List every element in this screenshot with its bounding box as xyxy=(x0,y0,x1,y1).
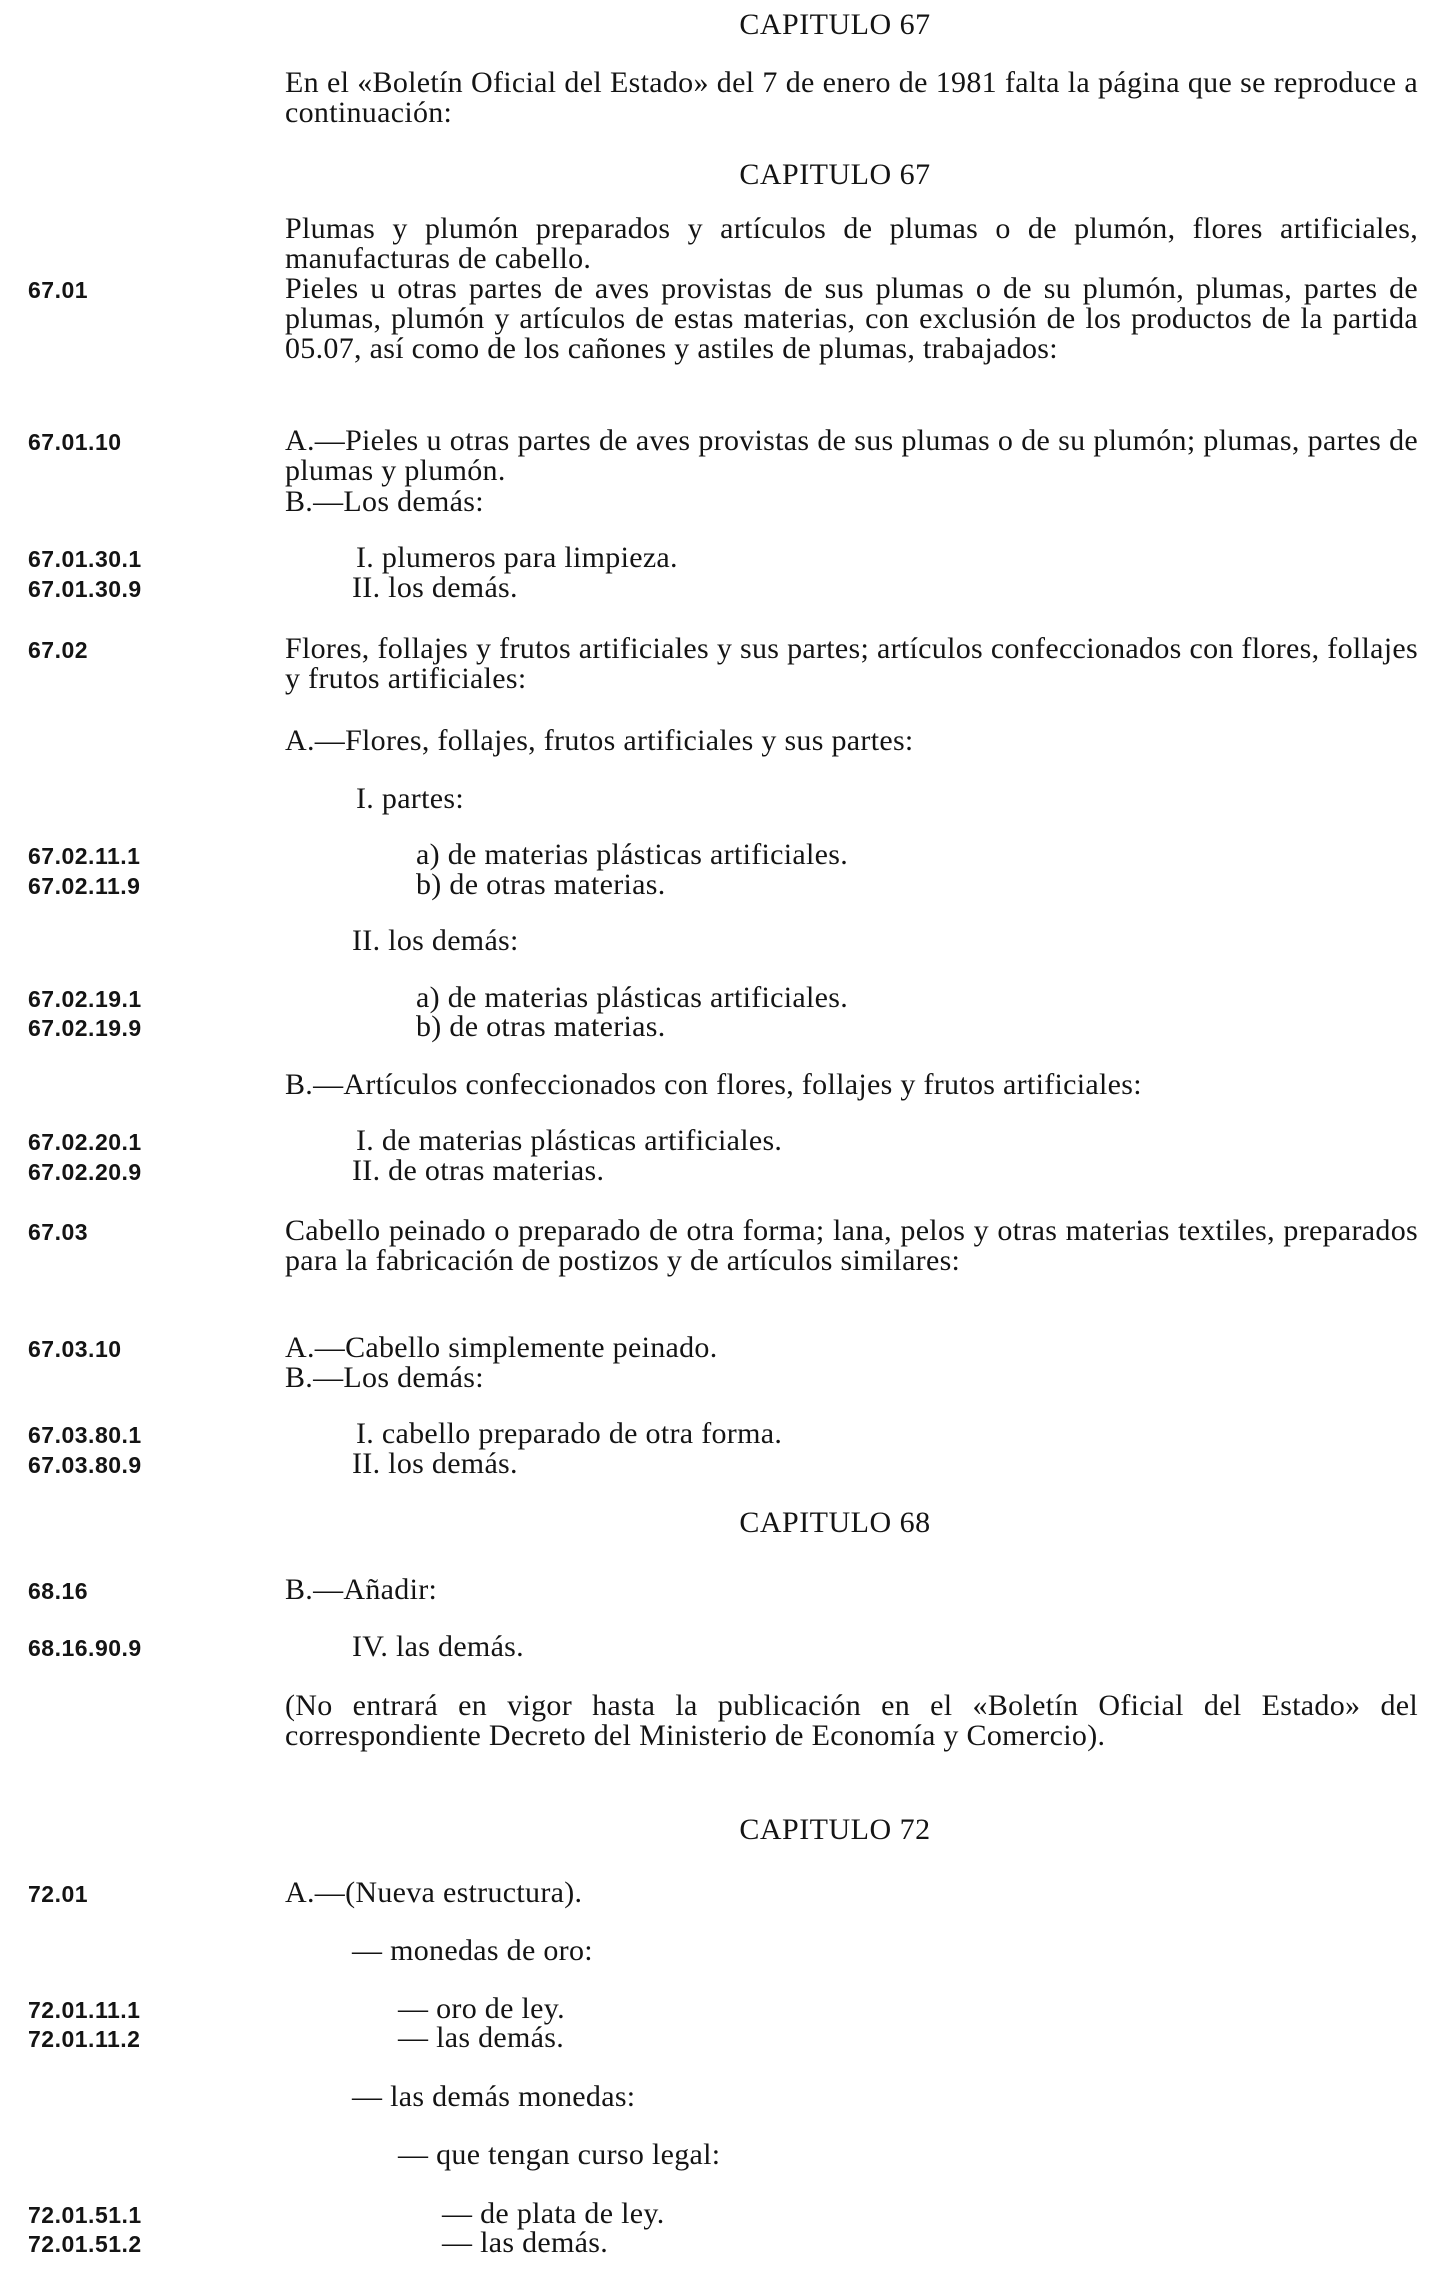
tariff-code: 67.03.80.9 xyxy=(28,1452,142,1478)
chapter-heading: CAPITULO 67 xyxy=(739,158,931,191)
tariff-description: — monedas de oro: xyxy=(352,1934,593,1967)
tariff-description: A.—Pieles u otras partes de aves provistas de sus plumas o de su plumón; plumas, partes de plumas y plumón. xyxy=(285,424,1418,487)
tariff-description: — las demás. xyxy=(398,2021,565,2054)
tariff-description: A.—Flores, follajes, frutos artificiales y sus partes: xyxy=(285,724,914,757)
tariff-code: 67.02.20.1 xyxy=(28,1129,142,1155)
tariff-description: b) de otras materias. xyxy=(416,1010,666,1043)
chapter-description: Plumas y plumón preparados y artículos de plumas o de plumón, flores artificiales, manufacturas de cabello. xyxy=(285,212,1418,275)
intro-paragraph: En el «Boletín Oficial del Estado» del 7 de enero de 1981 falta la página que se reproduce a continuación: xyxy=(285,66,1418,129)
tariff-code: 67.03 xyxy=(28,1219,89,1245)
tariff-code: 67.03.10 xyxy=(28,1336,122,1362)
tariff-description: I. plumeros para limpieza. xyxy=(356,541,678,574)
chapter-heading: CAPITULO 67 xyxy=(739,8,931,41)
tariff-description: — las demás monedas: xyxy=(352,2080,636,2113)
tariff-description: IV. las demás. xyxy=(352,1630,524,1663)
chapter-heading: CAPITULO 72 xyxy=(739,1813,931,1846)
tariff-description: B.—Añadir: xyxy=(285,1573,438,1606)
tariff-code: 67.02 xyxy=(28,637,89,663)
tariff-description: — de plata de ley. xyxy=(442,2197,665,2230)
tariff-code: 68.16.90.9 xyxy=(28,1635,142,1661)
tariff-code: 67.02.11.9 xyxy=(28,873,141,899)
tariff-code: 72.01.51.2 xyxy=(28,2231,142,2257)
tariff-code: 67.02.19.9 xyxy=(28,1015,142,1041)
tariff-code: 72.01.11.2 xyxy=(28,2026,141,2052)
tariff-description: I. cabello preparado de otra forma. xyxy=(356,1417,783,1450)
tariff-code: 67.02.19.1 xyxy=(28,986,142,1012)
tariff-description: II. de otras materias. xyxy=(352,1154,605,1187)
note-paragraph: (No entrará en vigor hasta la publicación en el «Boletín Oficial del Estado» del correspondiente Decreto del Ministerio de Economía y Comercio). xyxy=(285,1689,1418,1752)
chapter-heading: CAPITULO 68 xyxy=(739,1506,931,1539)
tariff-code: 67.02.20.9 xyxy=(28,1159,142,1185)
tariff-description: — que tengan curso legal: xyxy=(398,2138,721,2171)
tariff-description: a) de materias plásticas artificiales. xyxy=(416,981,849,1014)
tariff-code: 67.03.80.1 xyxy=(28,1422,142,1448)
tariff-description: I. partes: xyxy=(356,782,464,815)
tariff-description: b) de otras materias. xyxy=(416,868,666,901)
tariff-code: 72.01 xyxy=(28,1881,89,1907)
tariff-code: 67.01.10 xyxy=(28,429,122,455)
tariff-description: B.—Artículos confeccionados con flores, follajes y frutos artificiales: xyxy=(285,1068,1142,1101)
tariff-description: A.—(Nueva estructura). xyxy=(285,1876,583,1909)
tariff-description: II. los demás. xyxy=(352,571,518,604)
tariff-description: B.—Los demás: xyxy=(285,485,484,518)
tariff-description: Flores, follajes y frutos artificiales y sus partes; artículos confeccionados con flores, follajes y frutos artificiales: xyxy=(285,632,1418,695)
tariff-code: 67.02.11.1 xyxy=(28,843,141,869)
tariff-description: — oro de ley. xyxy=(398,1992,565,2025)
tariff-code: 67.01 xyxy=(28,277,89,303)
tariff-description: II. los demás. xyxy=(352,1447,518,1480)
tariff-description: a) de materias plásticas artificiales. xyxy=(416,838,849,871)
tariff-description: I. de materias plásticas artificiales. xyxy=(356,1124,783,1157)
tariff-code: 72.01.51.1 xyxy=(28,2202,142,2228)
tariff-description: Pieles u otras partes de aves provistas de sus plumas o de su plumón, plumas, partes de plumas, plumón y artículos de estas materias, con exclusión de los productos de la partida 05.07, así como de los cañones y astiles de plumas, trabajados: xyxy=(285,272,1418,365)
tariff-description: A.—Cabello simplemente peinado. xyxy=(285,1331,718,1364)
tariff-code: 68.16 xyxy=(28,1578,89,1604)
tariff-code: 67.01.30.1 xyxy=(28,546,142,572)
tariff-description: — las demás. xyxy=(442,2226,609,2259)
tariff-description: II. los demás: xyxy=(352,924,519,957)
tariff-description: Cabello peinado o preparado de otra forma; lana, pelos y otras materias textiles, preparados para la fabricación de postizos y de artículos similares: xyxy=(285,1214,1418,1277)
tariff-code: 67.01.30.9 xyxy=(28,576,142,602)
tariff-description: B.—Los demás: xyxy=(285,1361,484,1394)
tariff-code: 72.01.11.1 xyxy=(28,1997,141,2023)
